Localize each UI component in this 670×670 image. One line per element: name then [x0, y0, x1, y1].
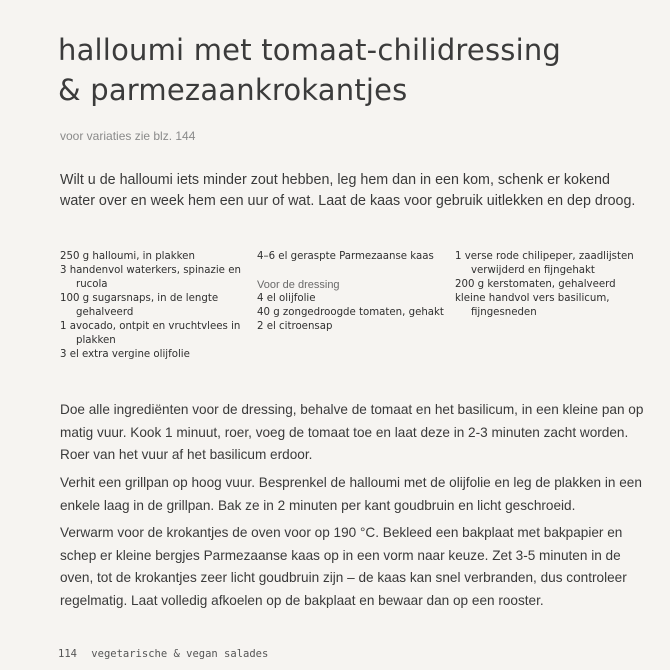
method-paragraph-3: Verwarm voor de krokantjes de oven voor op 190 °C. Bekleed een bakplaat met bakpapier en schep er kleine bergjes Parmezaanse kaas op in een vorm naar keuze. Zet 3-5 minuten in de oven, tot de krokantjes zeer licht goudbruin zijn – de kaas kan snel verbranden, dus controleer regelmatig. Laat volledig afkoelen op de bakplaat en bewaar dan op een rooster. [60, 525, 627, 608]
page-number: 114 [58, 648, 77, 660]
method-paragraph-1: Doe alle ingrediënten voor de dressing, behalve de tomaat en het basilicum, in een kleine pan op matig vuur. Kook 1 minuut, roer, voeg de tomaat toe en laat deze in 2-3 minuten zacht worden. Roer van het vuur af het basilicum erdoor. [60, 402, 644, 462]
recipe-title-line-1: halloumi met tomaat-chilidressing [58, 33, 562, 67]
dressing-subheading: Voor de dressing [257, 279, 340, 291]
ingredient-item: kleine handvol vers basilicum, fijngesneden [455, 293, 610, 318]
ingredient-item: 2 el citroensap [257, 321, 333, 332]
variations-note: voor variaties zie blz. 144 [60, 129, 196, 143]
ingredient-item: 4 el olijfolie [257, 293, 316, 304]
ingredient-item: 40 g zongedroogde tomaten, gehakt [257, 307, 444, 318]
recipe-title [58, 30, 658, 110]
ingredient-item: 1 verse rode chilipeper, zaadlijsten verwijderd en fijngehakt [455, 251, 634, 276]
ingredients-column-2 [257, 250, 447, 334]
method-paragraph-2: Verhit een grillpan op hoog vuur. Besprenkel de halloumi met de olijfolie en leg de plakken in een enkele laag in de grillpan. Bak ze in 2 minuten per kant goudbruin en licht geschroeid. [60, 475, 642, 513]
ingredient-item: 3 el extra vergine olijfolie [60, 349, 190, 360]
ingredient-item: 100 g sugarsnaps, in de lengte gehalveerd [60, 293, 219, 318]
ingredients-column-3 [455, 250, 655, 320]
ingredient-item: 3 handenvol waterkers, spinazie en rucola [60, 265, 241, 290]
page-footer [58, 648, 268, 660]
ingredient-spacer [257, 264, 447, 278]
intro-paragraph: Wilt u de halloumi iets minder zout hebben, leg hem dan in een kom, schenk er kokend water over en week hem een uur of wat. Laat de kaas voor gebruik uitlekken en dep droog. [60, 172, 636, 209]
ingredient-item: 4–6 el geraspte Parmezaanse kaas [257, 251, 434, 262]
recipe-title-line-2: & parmezaankrokantjes [58, 73, 408, 107]
ingredients-column-1 [60, 250, 250, 362]
ingredient-item: 200 g kerstomaten, gehalveerd [455, 279, 616, 290]
ingredient-item: 1 avocado, ontpit en vruchtvlees in plakken [60, 321, 241, 346]
ingredient-item: 250 g halloumi, in plakken [60, 251, 195, 262]
section-title: vegetarische & vegan salades [91, 648, 269, 660]
